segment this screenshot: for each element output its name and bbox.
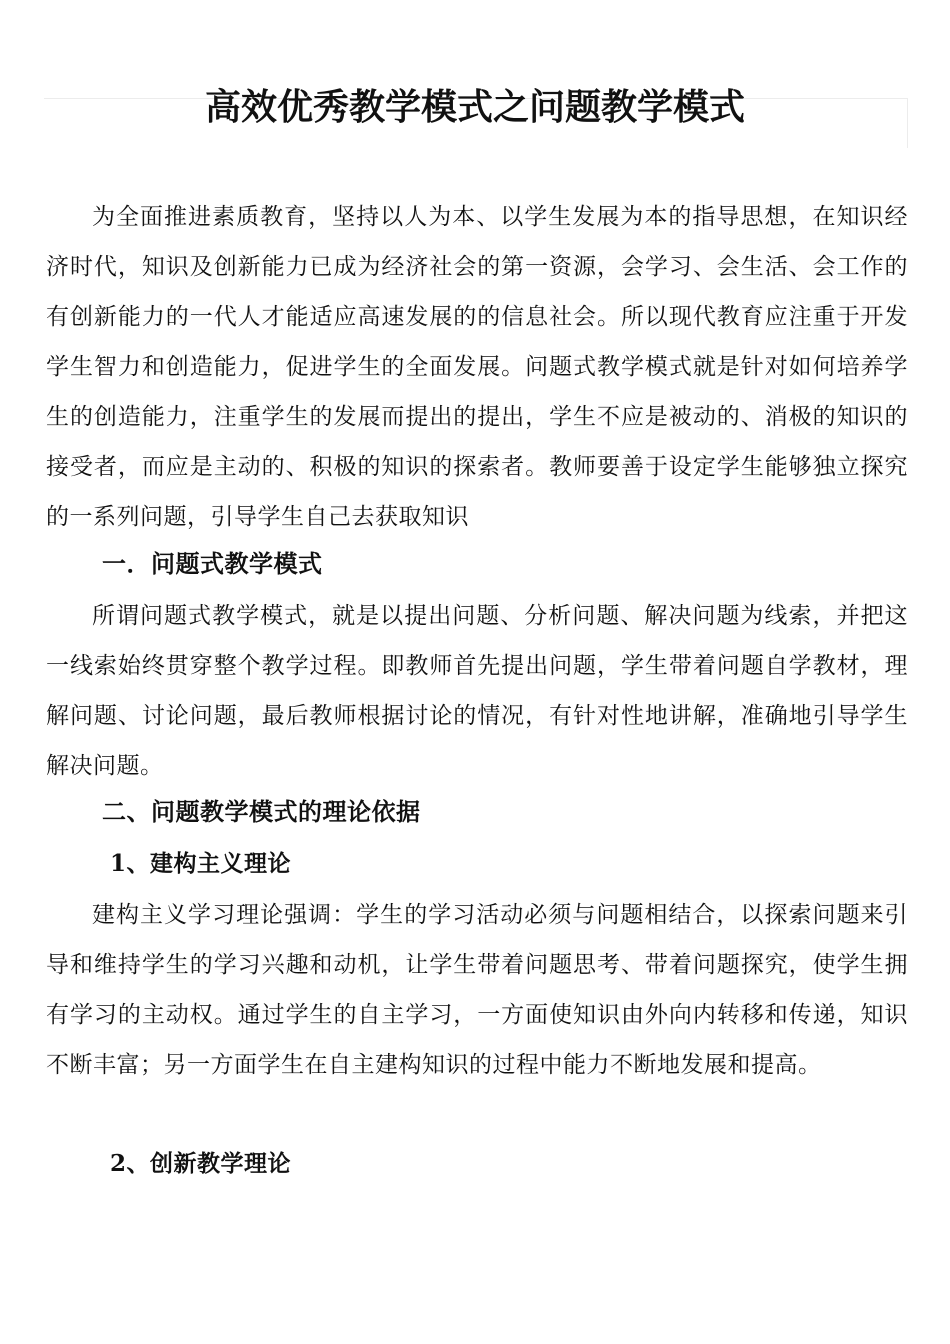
document-title: 高效优秀教学模式之问题教学模式	[204, 87, 745, 128]
subsection-2-1-paragraph: 建构主义学习理论强调：学生的学习活动必须与问题相结合，以探索问题来引导和维持学生的学习兴趣和动机，让学生带着问题思考、带着问题探究，使学生拥有学习的主动权。通过学生的自主学习，一方面使知识由外向内转移和传递，知识不断丰富；另一方面学生在自主建构知识的过程中能力不断地发展和提高。	[46, 902, 908, 1078]
section-1-heading: 一．问题式教学模式	[102, 550, 323, 578]
intro-paragraph: 为全面推进素质教育，坚持以人为本、以学生发展为本的指导思想，在知识经济时代，知识及创新能力已成为经济社会的第一资源，会学习、会生活、会工作的有创新能力的一代人才能适应高速发展的的信息社会。所以现代教育应注重于开发学生智力和创造能力，促进学生的全面发展。问题式教学模式就是针对如何培养学生的创造能力，注重学生的发展而提出的提出，学生不应是被动的、消极的知识的接受者，而应是主动的、积极的知识的探索者。教师要善于设定学生能够独立探究的一系列问题，引导学生自己去获取知识	[46, 204, 908, 530]
subsection-2-2-heading: 2、创新教学理论	[110, 1150, 292, 1177]
section-1-paragraph: 所谓问题式教学模式，就是以提出问题、分析问题、解决问题为线索，并把这一线索始终贯穿整个教学过程。即教师首先提出问题，学生带着问题自学教材，理解问题、讨论问题，最后教师根据讨论的情况，有针对性地讲解，准确地引导学生解决问题。	[46, 603, 908, 779]
subsection-2-1-heading: 1、建构主义理论	[110, 850, 292, 877]
section-2-heading: 二、问题教学模式的理论依据	[102, 798, 421, 826]
